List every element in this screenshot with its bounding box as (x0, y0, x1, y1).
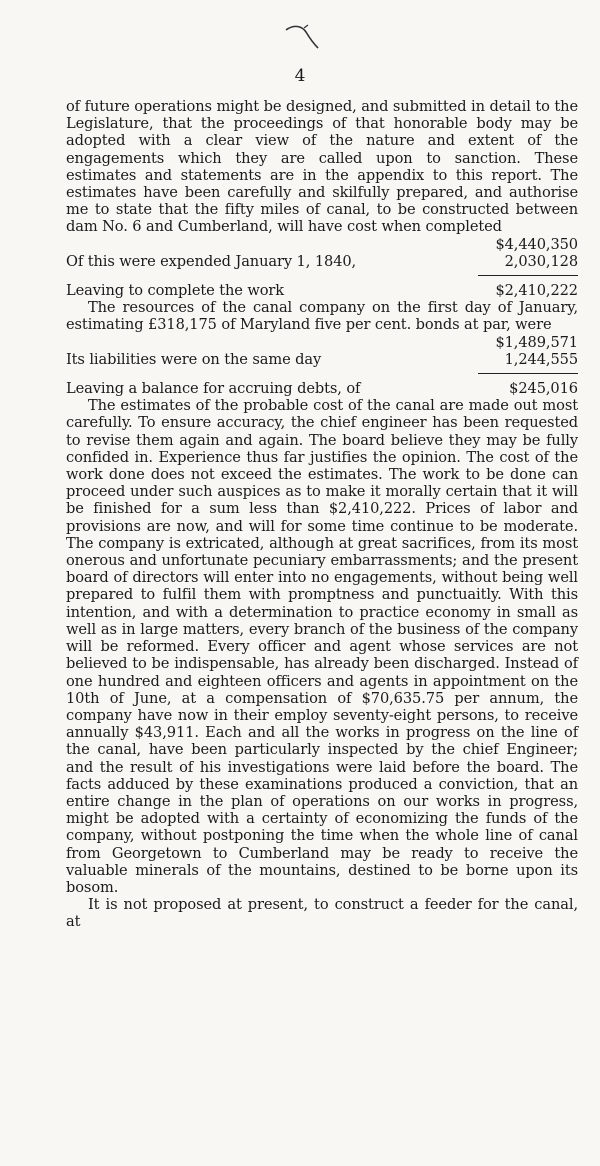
expended-amount: 2,030,128 (504, 252, 578, 270)
leaving-amount: $2,410,222 (495, 282, 578, 300)
leaving-label: Leaving to complete the work (66, 282, 285, 300)
liabilities-amount: 1,244,555 (504, 350, 578, 368)
balance-label: Leaving a balance for accruing debts, of (66, 380, 361, 398)
liabilities-row (66, 351, 578, 368)
expended-label: Of this were expended January 1, 1840, (66, 252, 357, 270)
paragraph-estimates: The estimates of the probable cost of the canal are made out most carefully. To ensure accuracy, the chief engineer has been requested to revise them again and again. The board believe they may be fully confided in. Experience thus far justifies the opinion. The cost of the work done does not exceed the estimates. The work to be done can proceed under such auspices as to make it morally certain that it will be finished for a sum less than $2,410,222. Prices of labor and provisions are now, and will for some time continue to be moderate. The company is extricated, although at great sacrifices, from its most onerous and unfortunate pecuniary embarrassments; and the present board of directors will enter into no engagements, without being well prepared to fulfil them with promptness and punctuaitly. With this intention, and with a determination to practice economy in small as well as in large matters, every branch of the business of the company will be reformed. Every officer and agent whose services are not believed to be indispensable, has already been discharged. Instead of one hundred and eighteen officers and agents in appointment on the 10th of June, at a compensation of $70,635.75 per annum, the company have now in their employ seventy-eight persons, to receive annually $43,911. Each and all the works in progress on the line of the canal, have been particularly inspected by the chief Engineer; and the result of his investigations were laid before the board. The facts adduced by these examinations produced a conviction, that an entire change in the plan of operations on our works in progress, might be adopted with a certainty of economizing the funds of the company, without postponing the time when the whole line of canal from Georgetown to Cumberland may be ready to receive the valuable minerals of the mountains, destined to be borne upon its bosom. (66, 397, 578, 896)
paragraph-resources: The resources of the canal company on the first day of January, estimating £318,175 of Maryland five per cent. bonds at par, were (66, 299, 578, 334)
completed-cost-row (66, 236, 578, 253)
document-body (66, 98, 578, 931)
paragraph-feeder: It is not proposed at present, to construct a feeder for the canal, at (66, 896, 578, 931)
paragraph-intro: of future operations might be designed, and submitted in detail to the Legislature, that the proceedings of that honorable body may be adopted with a clear view of the nature and extent of the engagements which they are called upon to sanction. These estimates and statements are in the appendix to this report. The estimates have been carefully and skilfully prepared, and authorise me to state that the fifty miles of canal, to be constructed between dam No. 6 and Cumberland, will have cost when completed (66, 98, 578, 236)
ink-flourish-icon (282, 22, 322, 52)
resources-amount: $1,489,571 (495, 333, 578, 351)
sum-rule (66, 275, 578, 276)
completed-cost-amount: $4,440,350 (495, 235, 578, 253)
balance-row (66, 380, 578, 397)
expended-row (66, 253, 578, 270)
sum-rule (66, 373, 578, 374)
resources-row (66, 334, 578, 351)
liabilities-label: Its liabilities were on the same day (66, 350, 322, 368)
leaving-row (66, 282, 578, 299)
page-number: 4 (294, 66, 306, 86)
balance-amount: $245,016 (509, 380, 578, 398)
